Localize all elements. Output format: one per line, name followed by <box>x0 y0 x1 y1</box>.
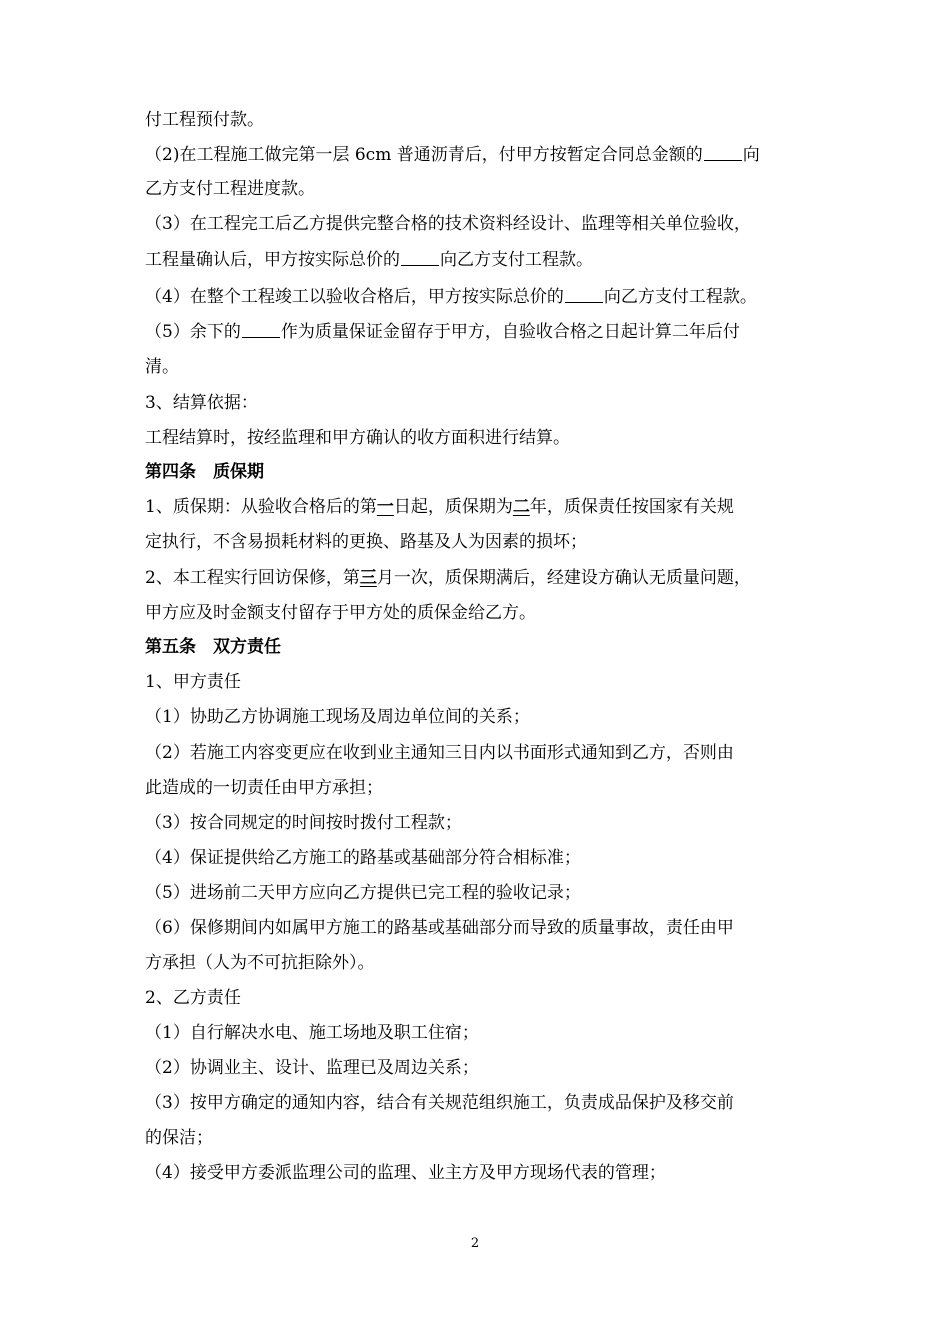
text: 向 <box>742 145 760 165</box>
blank-fill <box>565 286 603 303</box>
text: （1）自行解决水电、施工场地及职工住宿； <box>145 1023 479 1043</box>
heading-text: 第五条 双方责任 <box>145 637 281 657</box>
text: 1、质保期：从验收合格后的第 <box>145 497 377 517</box>
text: 甲方应及时金额支付留存于甲方处的质保金给乙方。 <box>145 603 536 623</box>
text: （3）按合同规定的时间按时拨付工程款； <box>145 813 462 833</box>
text: 工程结算时，按经监理和甲方确认的收方面积进行结算。 <box>145 428 570 448</box>
text-line <box>145 771 810 805</box>
text: 付工程预付款。 <box>145 110 264 130</box>
text: 此造成的一切责任由甲方承担； <box>145 778 383 798</box>
text: 年，质保责任按国家有关规 <box>529 497 734 517</box>
text: 日起，质保期为 <box>393 497 513 517</box>
text-line <box>145 841 810 875</box>
text: （2）若施工内容变更应在收到业主通知三日内以书面形式通知到乙方，否则由 <box>145 743 734 763</box>
blank-fill <box>704 144 742 161</box>
text-line <box>145 946 810 980</box>
text: （2)在工程施工做完第一层 6cm 普通沥青后，付甲方按暂定合同总金额的 <box>145 145 703 165</box>
section-heading <box>145 630 810 664</box>
text: （3）在工程完工后乙方提供完整合格的技术资料经设计、监理等相关单位验收， <box>145 214 751 234</box>
text-line <box>145 350 810 384</box>
blank-fill <box>242 321 280 338</box>
text: 3、结算依据： <box>145 393 258 413</box>
text: （5）余下的 <box>145 322 241 342</box>
text-line <box>145 911 810 945</box>
heading-text: 第四条 质保期 <box>145 462 264 482</box>
text-line <box>145 103 810 137</box>
text: 1、甲方责任 <box>145 672 241 692</box>
text: （1）协助乙方协调施工现场及周边单位间的关系； <box>145 707 530 727</box>
text-line <box>145 1016 810 1050</box>
underlined-value: 三 <box>359 568 377 588</box>
text-line <box>145 243 810 277</box>
blank-fill <box>401 249 439 266</box>
text-line <box>145 207 810 241</box>
text-line <box>145 280 810 314</box>
text-line <box>145 596 810 630</box>
text: 向乙方支付工程款。 <box>603 287 757 307</box>
text-line <box>145 315 810 349</box>
text: （5）进场前二天甲方应向乙方提供已完工程的验收记录； <box>145 883 581 903</box>
text: （4）保证提供给乙方施工的路基或基础部分符合相标准； <box>145 848 581 868</box>
text: （2）协调业主、设计、监理已及周边关系； <box>145 1058 479 1078</box>
text-line <box>145 138 810 172</box>
text-line <box>145 700 810 734</box>
section-heading <box>145 455 810 489</box>
text-line <box>145 736 810 770</box>
text-line <box>145 172 810 206</box>
text: 乙方支付工程进度款。 <box>145 179 315 199</box>
text: 2、乙方责任 <box>145 988 241 1008</box>
text-line <box>145 1121 810 1155</box>
text-line <box>145 981 810 1015</box>
text-line <box>145 561 810 595</box>
text-line <box>145 525 810 559</box>
text-line <box>145 665 810 699</box>
text: 方承担（人为不可抗拒除外）。 <box>145 953 375 973</box>
text: （6）保修期间内如属甲方施工的路基或基础部分而导致的质量事故，责任由甲 <box>145 918 734 938</box>
text: 向乙方支付工程款。 <box>440 250 593 270</box>
text: 工程量确认后，甲方按实际总价的 <box>145 250 400 270</box>
text-line <box>145 1086 810 1120</box>
text: 月一次，质保期满后，经建设方确认无质量问题， <box>376 568 751 588</box>
text: 的保洁； <box>145 1128 213 1148</box>
text-line <box>145 490 810 524</box>
text: 定执行，不含易损耗材料的更换、路基及人为因素的损坏； <box>145 532 587 552</box>
text: （4）在整个工程竣工以验收合格后，甲方按实际总价的 <box>145 287 564 307</box>
text-line <box>145 386 810 420</box>
underlined-value: 一 <box>376 497 394 517</box>
text: 2、本工程实行回访保修，第 <box>145 568 360 588</box>
text-line <box>145 806 810 840</box>
text-line <box>145 876 810 910</box>
text: 清。 <box>145 357 179 377</box>
text: 作为质量保证金留存于甲方，自验收合格之日起计算二年后付 <box>280 322 740 342</box>
text: （3）按甲方确定的通知内容，结合有关规范组织施工，负责成品保护及移交前 <box>145 1093 734 1113</box>
underlined-value: 二 <box>512 497 530 517</box>
text-line <box>145 421 810 455</box>
text-line <box>145 1156 810 1190</box>
text-line <box>145 1051 810 1085</box>
text: （4）接受甲方委派监理公司的监理、业主方及甲方现场代表的管理； <box>145 1163 666 1183</box>
page-number: 2 <box>470 1236 480 1251</box>
